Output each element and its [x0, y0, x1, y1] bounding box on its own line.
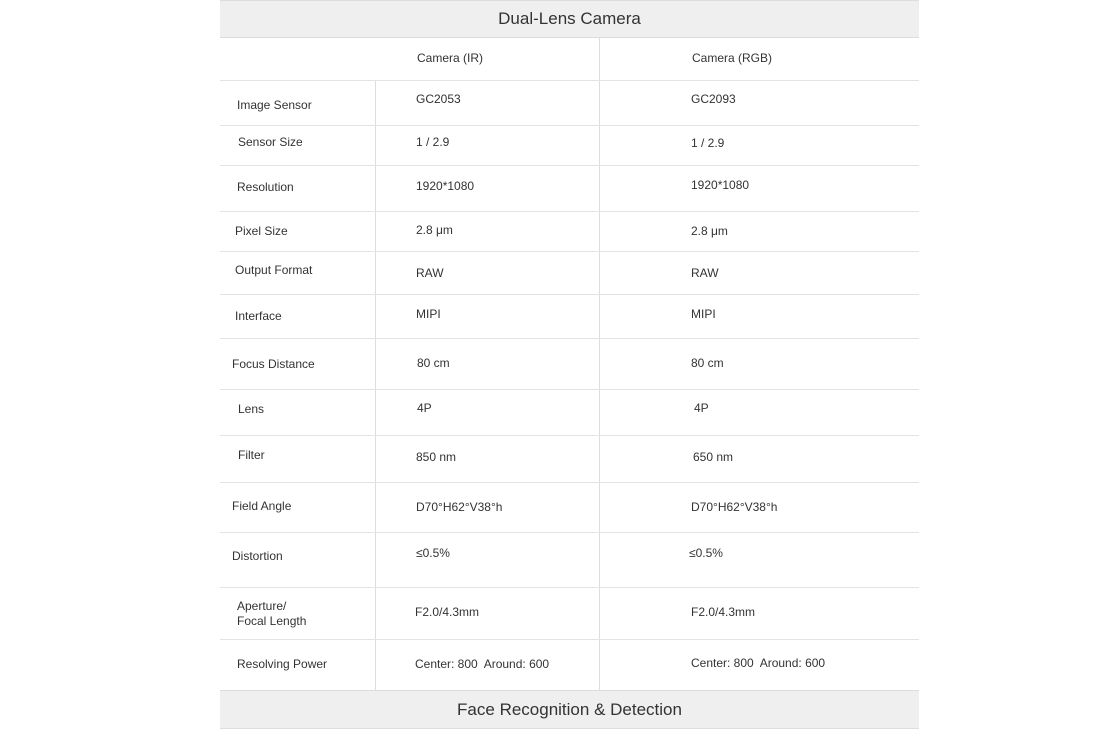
ir-value-cell — [375, 295, 599, 338]
ir-value-cell — [375, 339, 599, 389]
ir-value: 2.8 μm — [416, 223, 453, 237]
row-label-cell — [220, 483, 375, 532]
ir-value-cell — [375, 588, 599, 639]
rgb-value-cell — [599, 436, 919, 482]
section-header-dual-lens-camera: Dual-Lens Camera — [220, 0, 919, 38]
row-label-cell — [220, 640, 375, 690]
row-label-cell — [220, 81, 375, 125]
ir-value-cell — [375, 252, 599, 294]
rgb-value-cell — [599, 252, 919, 294]
ir-value-cell — [375, 126, 599, 165]
ir-value-cell — [375, 81, 599, 125]
ir-value: 1920*1080 — [416, 179, 475, 193]
rgb-value-cell — [599, 81, 919, 125]
ir-value: D70°H62°V38°h — [416, 500, 503, 514]
ir-value: RAW — [416, 266, 444, 280]
rgb-value: GC2093 — [691, 92, 736, 106]
column-header-ir — [375, 38, 599, 80]
rgb-value: RAW — [691, 266, 719, 280]
rgb-value: Center: 800 Around: 600 — [691, 656, 826, 670]
ir-value: 1 / 2.9 — [416, 135, 450, 149]
row-label: Field Angle — [232, 499, 292, 513]
ir-value-cell — [375, 212, 599, 251]
ir-value: F2.0/4.3mm — [415, 605, 480, 619]
table-row — [220, 166, 919, 212]
table-row — [220, 436, 919, 483]
rgb-value-cell — [599, 295, 919, 338]
ir-value: 850 nm — [416, 450, 457, 464]
rgb-value-cell — [599, 483, 919, 532]
ir-value-cell — [375, 533, 599, 587]
ir-value-cell — [375, 483, 599, 532]
rgb-value: 2.8 μm — [691, 224, 728, 238]
ir-value-cell — [375, 166, 599, 211]
rgb-value: 80 cm — [691, 356, 724, 370]
row-label-cell — [220, 252, 375, 294]
table-row — [220, 295, 919, 339]
row-label: Aperture/ Focal Length — [237, 599, 307, 628]
column-header-rgb-label: Camera (RGB) — [692, 51, 773, 65]
table-row — [220, 390, 919, 436]
row-label: Sensor Size — [238, 135, 303, 149]
rgb-value: ≤0.5% — [689, 546, 723, 560]
table-row — [220, 212, 919, 252]
row-label-cell — [220, 126, 375, 165]
rgb-value: MIPI — [691, 307, 716, 321]
rgb-value: 650 nm — [693, 450, 734, 464]
row-label: Lens — [238, 402, 265, 416]
rgb-value-cell — [599, 339, 919, 389]
table-row — [220, 126, 919, 166]
table-row — [220, 339, 919, 390]
rgb-value-cell — [599, 212, 919, 251]
row-label: Resolution — [237, 180, 294, 194]
row-label: Distortion — [232, 549, 283, 563]
ir-value-cell — [375, 640, 599, 690]
rgb-value: F2.0/4.3mm — [691, 605, 756, 619]
row-label: Image Sensor — [237, 98, 312, 112]
ir-value-cell — [375, 436, 599, 482]
table-row — [220, 81, 919, 126]
table-row — [220, 588, 919, 640]
rgb-value: 1 / 2.9 — [691, 136, 725, 150]
row-label-cell — [220, 212, 375, 251]
column-header-blank — [220, 38, 375, 80]
row-label: Interface — [235, 309, 282, 323]
ir-value: ≤0.5% — [416, 546, 450, 560]
row-label-cell — [220, 339, 375, 389]
ir-value: 4P — [417, 401, 432, 415]
column-header-row — [220, 38, 919, 81]
rgb-value-cell — [599, 533, 919, 587]
rgb-value-cell — [599, 588, 919, 639]
row-label: Resolving Power — [237, 657, 328, 671]
row-label-cell — [220, 166, 375, 211]
rgb-value-cell — [599, 126, 919, 165]
table-row — [220, 252, 919, 295]
rgb-value: D70°H62°V38°h — [691, 500, 778, 514]
table-row — [220, 483, 919, 533]
column-header-ir-label: Camera (IR) — [417, 51, 484, 65]
row-label-cell — [220, 295, 375, 338]
section-header-face-recognition: Face Recognition & Detection — [220, 690, 919, 729]
row-label-cell — [220, 588, 375, 639]
row-label: Filter — [238, 448, 265, 462]
column-header-rgb — [599, 38, 919, 80]
rgb-value-cell — [599, 166, 919, 211]
row-label: Pixel Size — [235, 224, 288, 238]
row-label-cell — [220, 533, 375, 587]
table-row — [220, 640, 919, 690]
row-label: Focus Distance — [232, 357, 315, 371]
spec-table — [220, 0, 919, 729]
rgb-value-cell — [599, 640, 919, 690]
ir-value: MIPI — [416, 307, 441, 321]
row-label-cell — [220, 390, 375, 435]
rgb-value-cell — [599, 390, 919, 435]
row-label-cell — [220, 436, 375, 482]
ir-value: Center: 800 Around: 600 — [415, 657, 550, 671]
rgb-value: 1920*1080 — [691, 178, 750, 192]
ir-value-cell — [375, 390, 599, 435]
rgb-value: 4P — [694, 401, 709, 415]
row-label: Output Format — [235, 263, 313, 277]
ir-value: GC2053 — [416, 92, 461, 106]
table-row — [220, 533, 919, 588]
ir-value: 80 cm — [417, 356, 450, 370]
